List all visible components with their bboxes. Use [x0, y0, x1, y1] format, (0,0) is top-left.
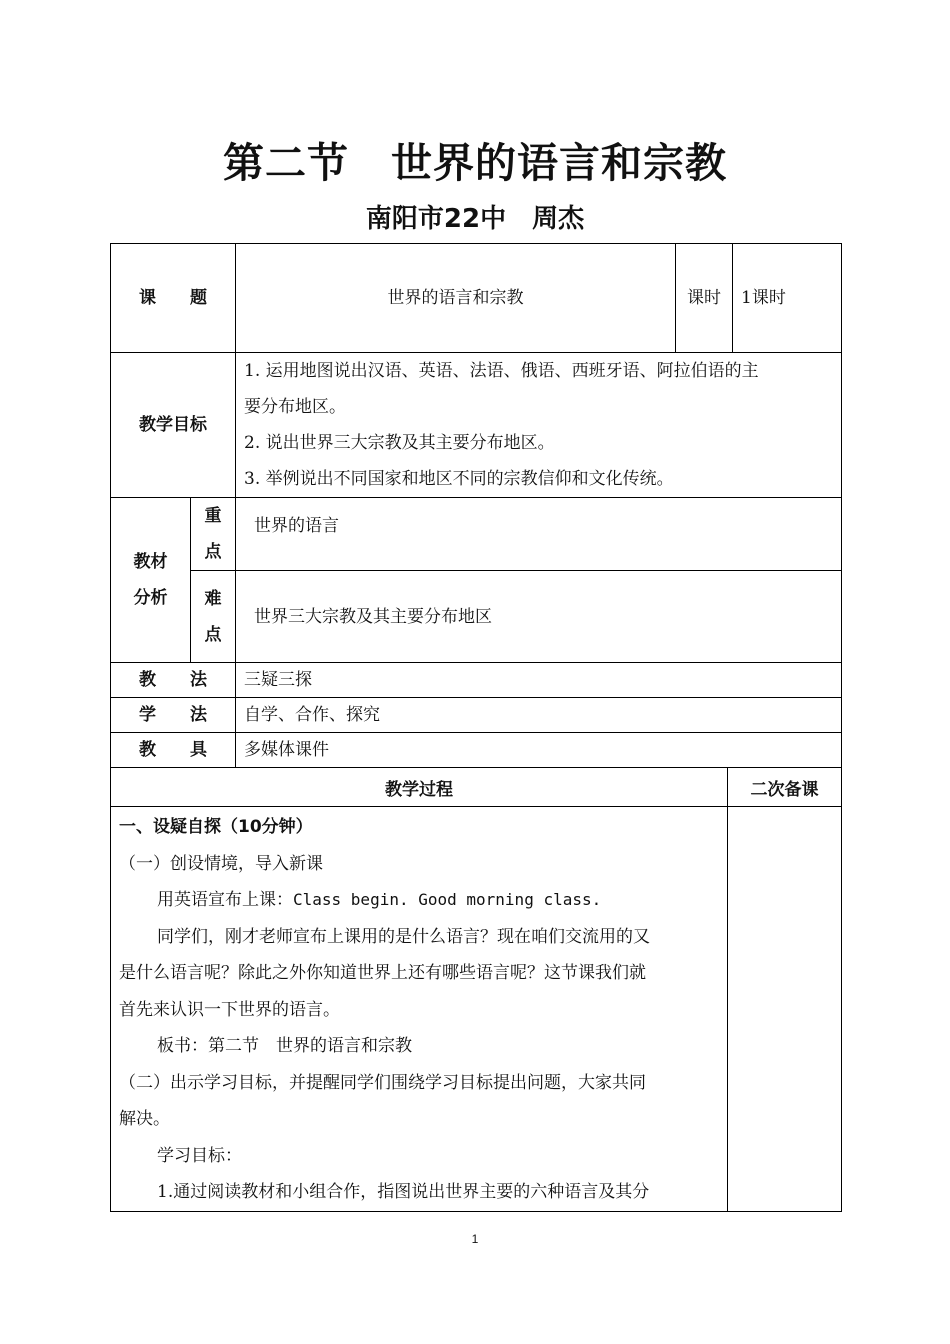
- analysis-label: [111, 498, 191, 663]
- difficulty-label: [191, 571, 236, 663]
- board-note: 板书：第二节 世界的语言和宗教: [157, 1036, 412, 1056]
- page-title: 第二节 世界的语言和宗教: [223, 139, 727, 187]
- paragraph-line: 是什么语言呢？除此之外你知道世界上还有哪些语言呢？这节课我们就: [119, 963, 646, 983]
- english-greeting-line: [111, 882, 727, 919]
- english-greeting-prefix: 用英语宣布上课：: [157, 890, 293, 910]
- objectives-cell: [236, 353, 842, 498]
- teaching-process-table: [110, 767, 842, 1212]
- topic-value: 世界的语言和宗教: [236, 244, 676, 353]
- key-point-label: [191, 498, 236, 571]
- teaching-method-value: 三疑三探: [236, 663, 842, 698]
- learning-method-label: 学 法: [111, 698, 236, 733]
- teaching-tools-value: 多媒体课件: [236, 733, 842, 768]
- subsection-title: （二）出示学习目标，并提醒同学们围绕学习目标提出问题，大家共同: [119, 1072, 646, 1093]
- section-title: 一、设疑自探（10分钟）: [119, 817, 313, 837]
- objective-line: 3. 举例说出不同国家和地区不同的宗教信仰和文化传统。: [244, 469, 674, 489]
- objective-line: 1. 运用地图说出汉语、英语、法语、俄语、西班牙语、阿拉伯语的主: [244, 361, 759, 381]
- objective-line: 要分布地区。: [244, 397, 346, 417]
- key-point-label-line: 重: [204, 506, 222, 526]
- teaching-method-label: 教 法: [111, 663, 236, 698]
- lesson-info-table: [110, 243, 842, 768]
- difficulty-value: 世界三大宗教及其主要分布地区: [236, 571, 842, 663]
- second-prep-header: 二次备课: [728, 768, 842, 807]
- learning-method-value: 自学、合作、探究: [236, 698, 842, 733]
- goals-title: 学习目标：: [157, 1145, 242, 1166]
- topic-label: 课 题: [111, 244, 236, 353]
- paragraph-line: 同学们，刚才老师宣布上课用的是什么语言？现在咱们交流用的又: [157, 926, 650, 947]
- teaching-tools-label: 教 具: [111, 733, 236, 768]
- subsection-title: （一）创设情境，导入新课: [119, 853, 323, 874]
- goal-item: 1.通过阅读教材和小组合作，指图说出世界主要的六种语言及其分: [157, 1182, 650, 1202]
- analysis-label-line: 分析: [133, 588, 168, 608]
- hours-value: 1课时: [733, 244, 842, 353]
- subsection-title-cont: 解决。: [119, 1109, 170, 1129]
- hours-label: 课时: [676, 244, 733, 353]
- analysis-label-line: 教材: [133, 552, 168, 572]
- english-greeting-text: Class begin. Good morning class.: [293, 890, 602, 909]
- key-point-label-line: 点: [204, 542, 222, 562]
- objectives-label: 教学目标: [111, 353, 236, 498]
- key-point-value: 世界的语言: [236, 498, 842, 571]
- paragraph-line: 首先来认识一下世界的语言。: [119, 999, 340, 1020]
- second-prep-cell: [728, 807, 842, 1212]
- process-header: 教学过程: [111, 768, 728, 807]
- difficulty-label-line: 点: [204, 624, 222, 645]
- page-number: 1: [471, 1232, 479, 1246]
- process-content: [111, 807, 728, 1212]
- objective-line: 2. 说出世界三大宗教及其主要分布地区。: [244, 433, 555, 453]
- difficulty-label-line: 难: [204, 588, 222, 609]
- author-line: 南阳市22中 周杰: [365, 204, 585, 234]
